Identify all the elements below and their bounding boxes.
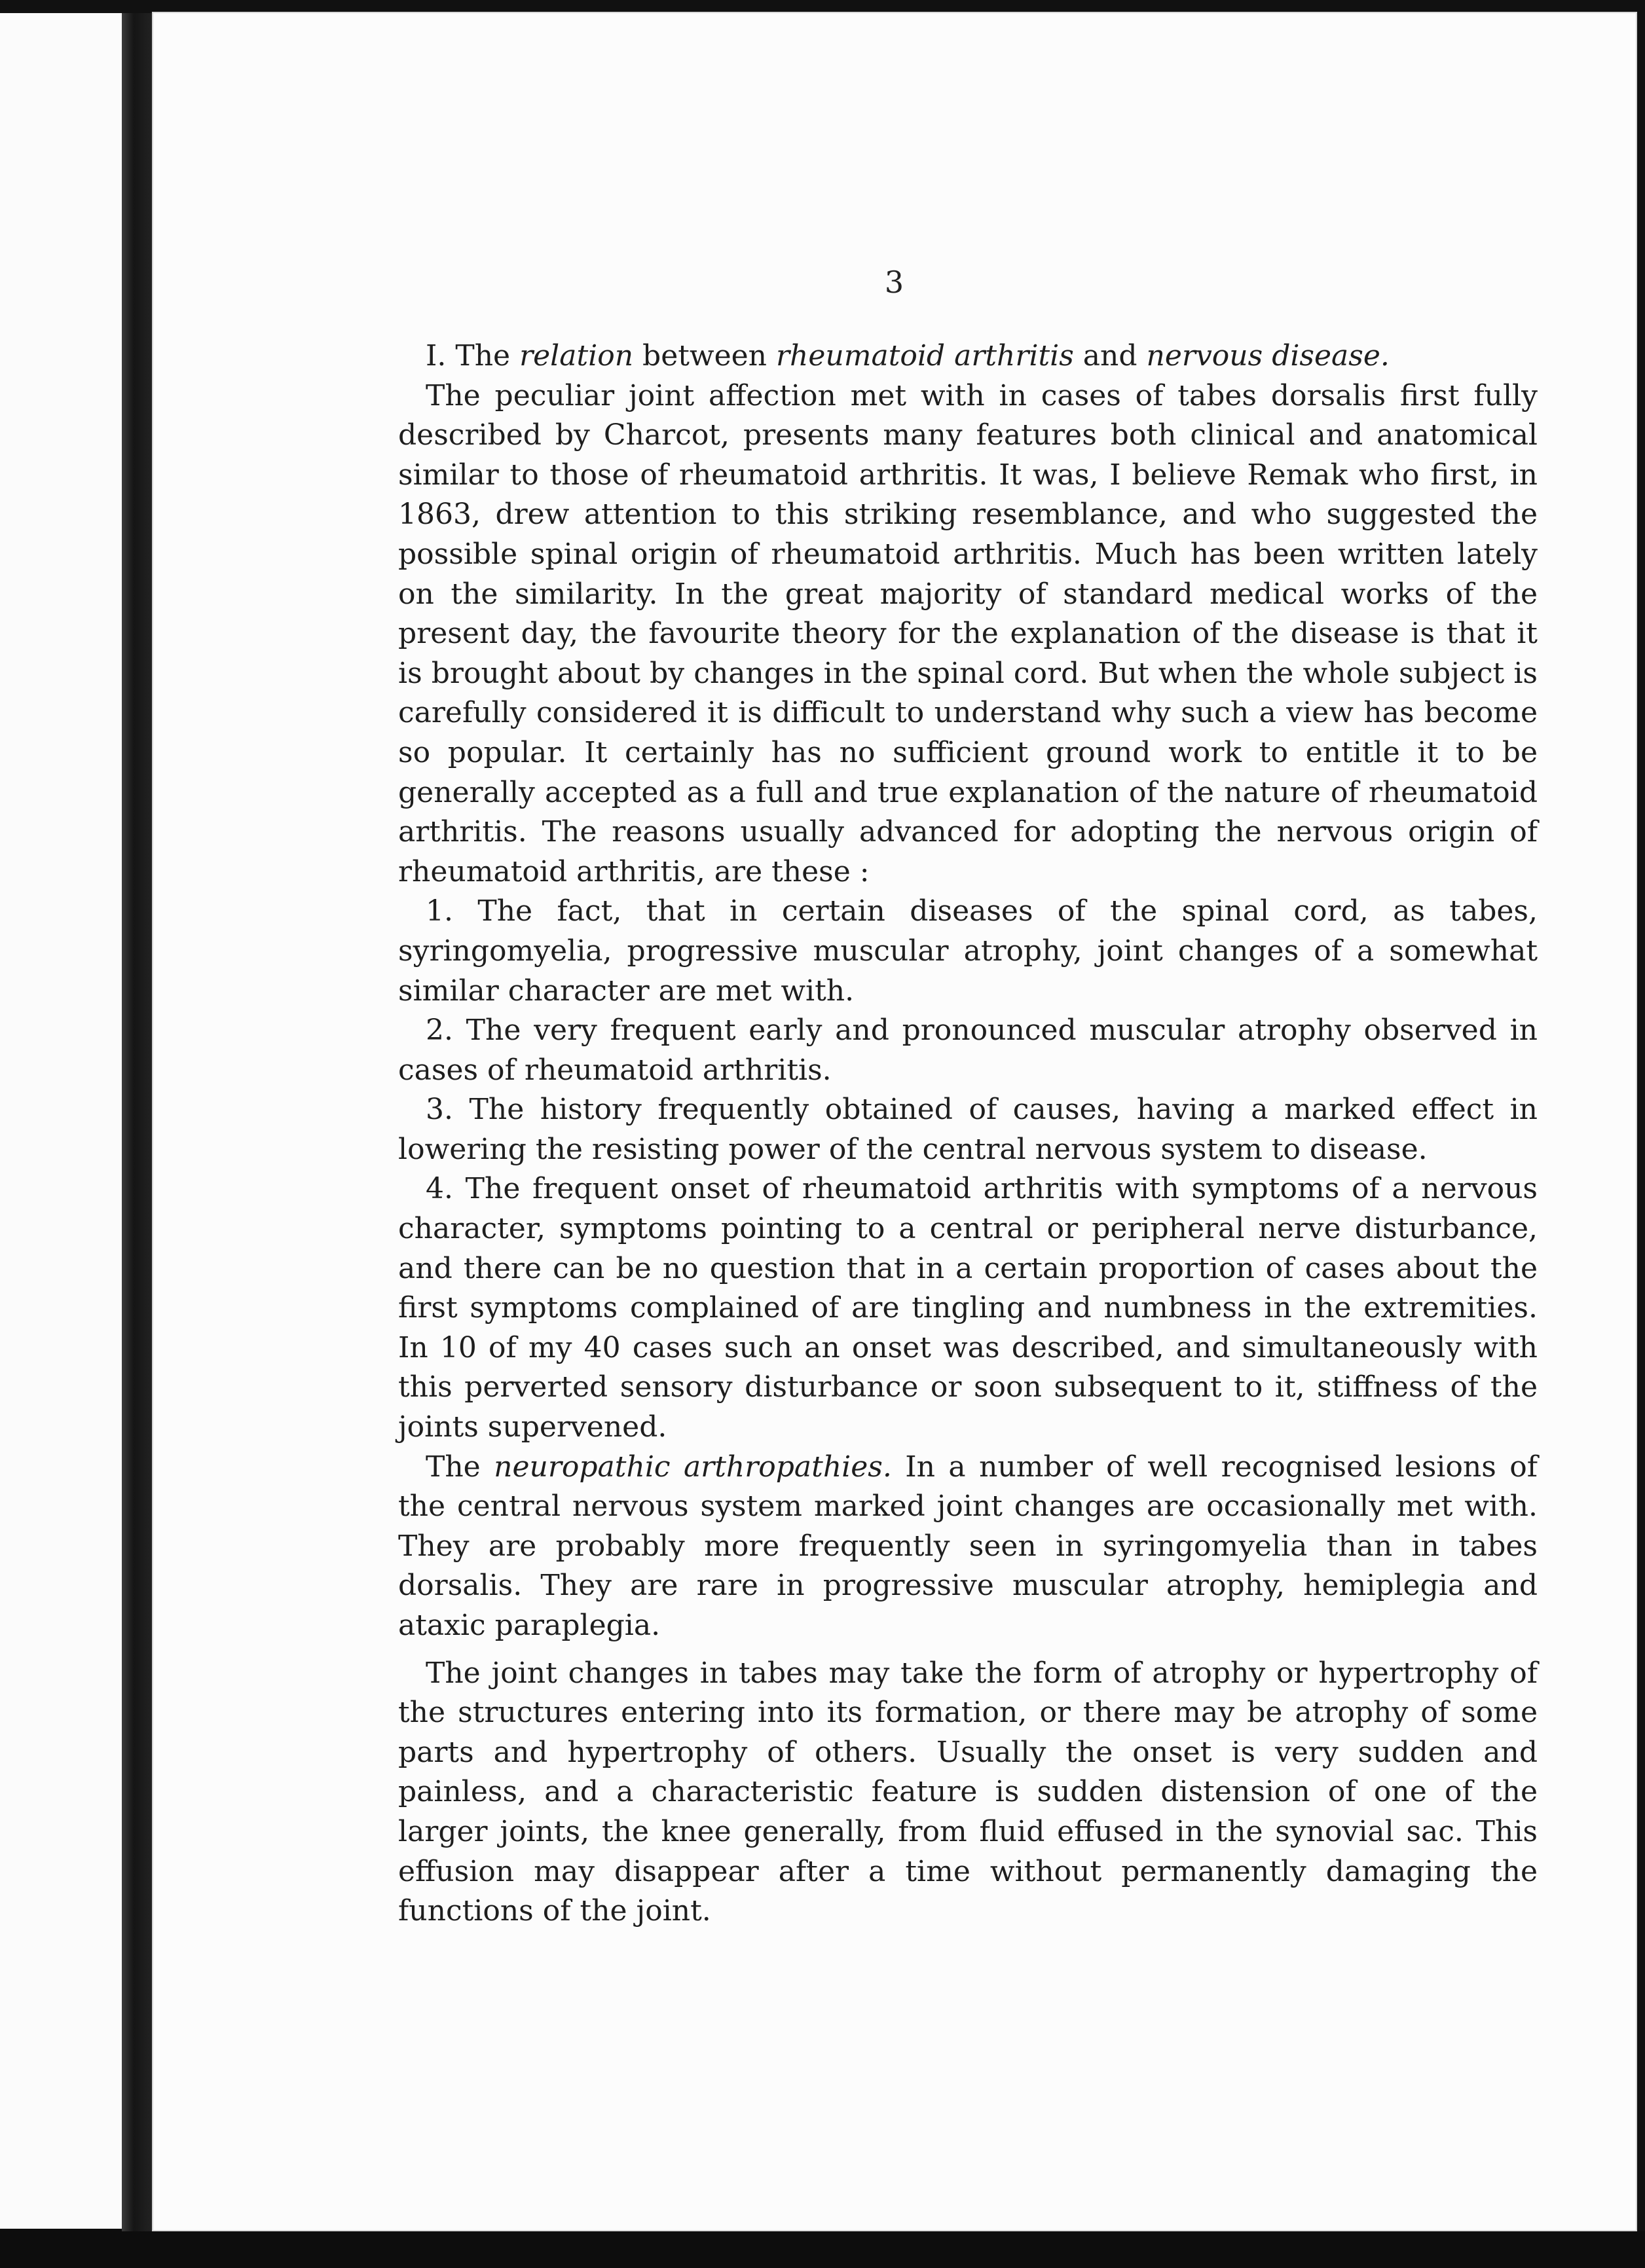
paragraph-neuropathic xyxy=(398,1448,1538,1646)
paragraph-intro: The peculiar joint affection met with in cases of tabes dorsalis first fully described by Charcot, presents many features both clinical and anatomical similar to those of rheumatoid arthritis. It was, I believe Remak who first, in 1863, drew attention to this striking resemblance, and who suggested the possible spinal origin of rheumatoid arthritis. Much has been written lately on the similarity. In the great majority of standard medical works of the present day, the favourite theory for the explanation of the disease is that it is brought about by changes in the spinal cord. But when the whole subject is carefully considered it is difficult to understand why such a view has become so popular. It certainly has no sufficient ground work to entitle it to be generally accepted as a full and true explanation of the nature of rheumatoid arthritis. The reasons usually advanced for adopting the nervous origin of rheumatoid arthritis, are these : xyxy=(398,378,1538,888)
reason-item-1: 1. The fact, that in certain diseases of the spinal cord, as tabes, syringomyelia, progressive muscular atrophy, joint changes of a somewhat similar character are met with. xyxy=(398,894,1538,1008)
reason-item-2: 2. The very frequent early and pronounced muscular atrophy observed in cases of rheumatoid arthritis. xyxy=(398,1014,1538,1087)
body-text xyxy=(398,337,1538,1931)
scan-top-border xyxy=(0,0,1645,13)
reason-item-4: 4. The frequent onset of rheumatoid arthritis with symptoms of a nervous character, symptoms pointing to a central or peripheral nerve disturbance, and there can be no question that in a certain proportion of cases about the first symptoms complained of are tingling and numbness in the extremities. In 10 of my 40 cases such an onset was described, and simultaneously with this perverted sensory disturbance or soon subsequent to it, stiffness of the joints supervened. xyxy=(398,1172,1538,1444)
paragraph-tabes: The joint changes in tabes may take the form of atrophy or hypertrophy of the structures entering into its formation, or there may be atrophy of some parts and hypertrophy of others. Usually the onset is very sudden and painless, and a characteristic feature is sudden distension of one of the larger joints, the knee generally, from fluid effused in the synovial sac. This effusion may disappear after a time without permanently damaging the functions of the joint. xyxy=(398,1656,1538,1928)
heading-mid-1: between xyxy=(633,339,776,373)
scan-bottom-border xyxy=(0,2231,1645,2268)
heading-em-relation: relation xyxy=(519,339,634,373)
heading-em-nervous: nervous disease. xyxy=(1146,339,1390,373)
section-heading xyxy=(398,337,1538,376)
heading-prefix: I. The xyxy=(426,339,520,373)
heading-mid-2: and xyxy=(1073,339,1147,373)
page-number: 3 xyxy=(884,265,905,300)
neuro-rest: In a number of well recognised lesions of the central nervous system marked joint changes are occasionally met with. They are probably more frequently seen in syringomyelia than in tabes dorsalis. They are rare in progressive muscular atrophy, hemiplegia and ataxic paraplegia. xyxy=(398,1450,1538,1642)
book-page xyxy=(152,12,1637,2231)
neuro-em: neuropathic arthropathies. xyxy=(494,1450,892,1484)
reason-item-3: 3. The history frequently obtained of causes, having a marked effect in lowering the resisting power of the central nervous system to disease. xyxy=(398,1093,1538,1166)
binding-gutter xyxy=(122,13,152,2233)
neuro-prefix: The xyxy=(426,1450,494,1484)
scan-right-border xyxy=(1636,0,1645,2268)
heading-em-rheumatoid: rheumatoid arthritis xyxy=(775,339,1074,373)
